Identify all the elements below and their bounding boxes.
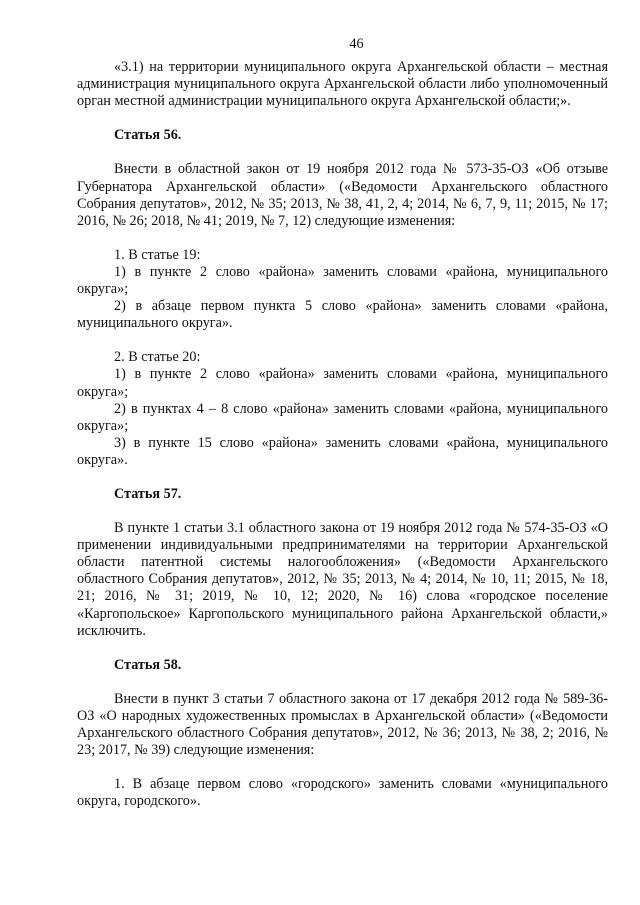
paragraph-gap <box>77 332 608 349</box>
paragraph-gap <box>77 674 608 691</box>
paragraph: Внести в пункт 3 статьи 7 областного закона от 17 декабря 2012 года № 589-36-ОЗ «О народных художественных промыслах в Архангельской области» («Ведомости Архангельского областного Собрания депутатов», 2012, № 36; 2013, № 38, 2; 2016, № 23; 2017, № 39) следующие изменения: <box>77 690 608 759</box>
paragraph-gap <box>77 469 608 486</box>
paragraph: 2. В статье 20: <box>114 349 201 366</box>
paragraph-gap <box>77 144 608 161</box>
article-heading: Статья 56. <box>114 127 182 144</box>
paragraph: 2) в пунктах 4 – 8 слово «района» заменить словами «района, муниципального округа»; <box>77 400 608 434</box>
paragraph: «3.1) на территории муниципального округа Архангельской области – местная администрация муниципального округа Архангельской области либо уполномоченный орган местной администрации муниципального округа Архангельской области;». <box>77 59 608 110</box>
paragraph: 2) в абзаце первом пункта 5 слово «района» заменить словами «района, муниципального округа». <box>77 298 608 332</box>
paragraph-gap <box>77 230 608 247</box>
paragraph-gap <box>77 503 608 520</box>
paragraph: 1. В статье 19: <box>114 246 201 263</box>
article-heading: Статья 57. <box>114 485 182 502</box>
paragraph: 1) в пункте 2 слово «района» заменить словами «района, муниципального округа»; <box>77 366 608 400</box>
document-body <box>77 59 608 810</box>
paragraph: Внести в областной закон от 19 ноября 2012 года № 573-35-ОЗ «Об отзыве Губернатора Архангельской области» («Ведомости Архангельского областного Собрания депутатов», 2012, № 35; 2013, № 38, 41, 2, 4; 2014, № 6, 7, 9, 11; 2015, № 17; 2016, № 26; 2018, № 41; 2019, № 7, 12) следующие изменения: <box>77 161 608 229</box>
paragraph: 1. В абзаце первом слово «городского» заменить словами «муниципального округа, городского». <box>77 776 608 810</box>
paragraph-gap <box>77 759 608 776</box>
paragraph-gap <box>77 640 608 657</box>
paragraph-gap <box>77 110 608 127</box>
paragraph: 1) в пункте 2 слово «района» заменить словами «района, муниципального округа»; <box>77 263 608 298</box>
article-heading: Статья 58. <box>114 656 182 673</box>
paragraph: В пункте 1 статьи 3.1 областного закона от 19 ноября 2012 года № 574-35-ОЗ «О применении индивидуальными предпринимателями на территории Архангельской области патентной системы налогообложения» («Ведомости Архангельского областного Собрания депутатов», 2012, № 35; 2013, № 4; 2014, № 10, 11; 2015, № 18, 21; 2016, № 31; 2019, № 10, 12; 2020, № 16) слова «городское поселение «Каргопольское» Каргопольского муниципального района Архангельской области,» исключить. <box>77 520 608 639</box>
paragraph: 3) в пункте 15 слово «района» заменить словами «района, муниципального округа». <box>77 434 608 468</box>
page-number: 46 <box>349 36 364 52</box>
